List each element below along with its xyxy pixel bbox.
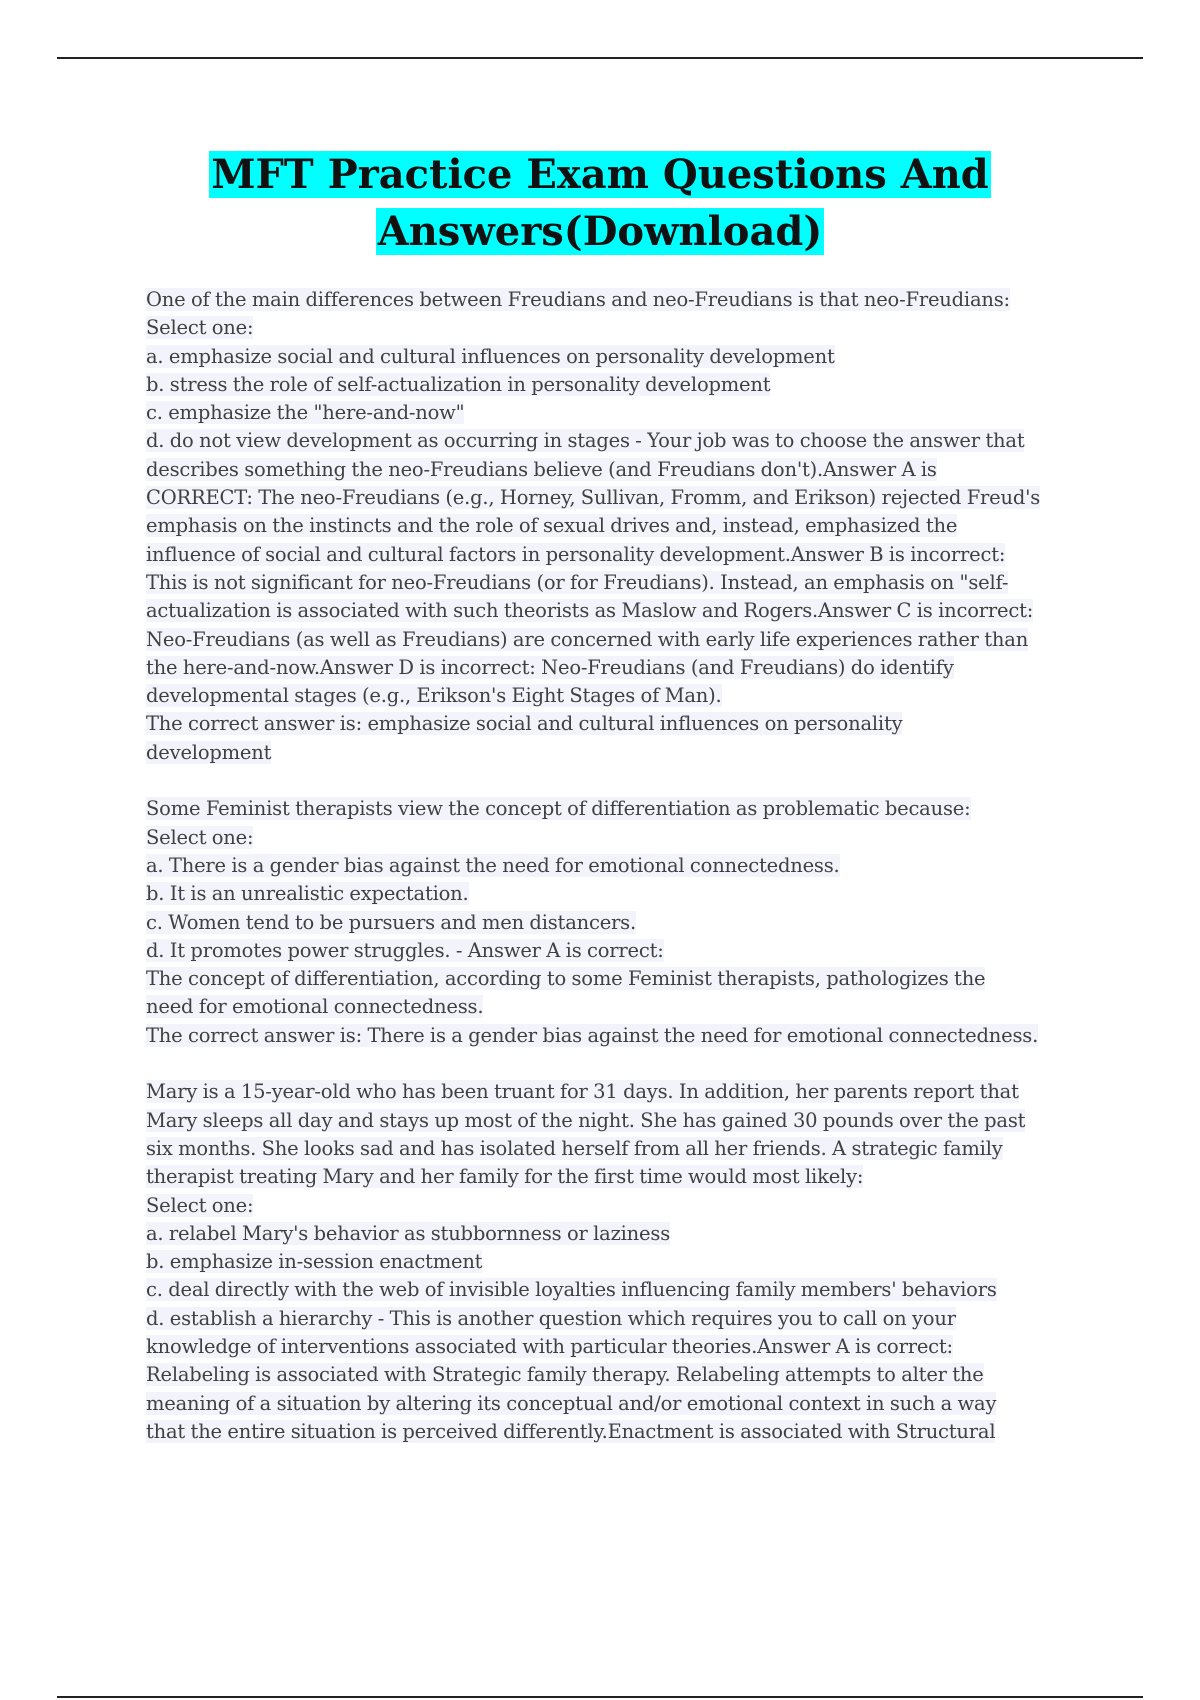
text-line: [146, 1276, 1146, 1304]
text-line: [146, 824, 1146, 852]
text-line: [146, 1333, 1146, 1361]
bottom-rule: [57, 1696, 1143, 1698]
text-line-content: Select one:: [146, 825, 254, 849]
text-line: [146, 909, 1146, 937]
text-line: [146, 739, 1146, 767]
text-line: [146, 456, 1146, 484]
text-line-content: a. There is a gender bias against the need for emotional connectedness.: [146, 853, 840, 877]
text-line: [146, 682, 1146, 710]
text-line: [146, 710, 1146, 738]
text-line: [146, 512, 1146, 540]
text-line-content: a. emphasize social and cultural influences on personality development: [146, 344, 835, 368]
text-line-content: Mary is a 15-year-old who has been truant for 31 days. In addition, her parents report that: [146, 1080, 1019, 1104]
text-line-content: influence of social and cultural factors in personality development.Answer B is incorrect:: [146, 542, 1006, 566]
text-line-content: Select one:: [146, 1193, 254, 1217]
text-line: [146, 993, 1146, 1021]
text-line-content: b. It is an unrealistic expectation.: [146, 882, 469, 906]
text-line-content: need for emotional connectedness.: [146, 995, 484, 1019]
question-separator: [146, 1050, 1146, 1078]
text-line-content: The concept of differentiation, according to some Feminist therapists, pathologizes the: [146, 967, 986, 991]
text-line-content: actualization is associated with such theorists as Maslow and Rogers.Answer C is incorrect:: [146, 599, 1034, 623]
text-line: [146, 427, 1146, 455]
text-line: [146, 937, 1146, 965]
top-rule: [57, 57, 1143, 59]
text-line-content: d. establish a hierarchy - This is another question which requires you to call on your: [146, 1306, 956, 1330]
text-line: [146, 626, 1146, 654]
text-line-content: b. emphasize in-session enactment: [146, 1250, 483, 1274]
text-line: [146, 1220, 1146, 1248]
text-line: [146, 286, 1146, 314]
text-line: [146, 569, 1146, 597]
text-line-content: meaning of a situation by altering its conceptual and/or emotional context in such a way: [146, 1391, 997, 1415]
text-line: [146, 654, 1146, 682]
text-line: [146, 1390, 1146, 1418]
text-line: [146, 1078, 1146, 1106]
text-line-content: c. deal directly with the web of invisible loyalties influencing family members' behaviors: [146, 1278, 997, 1302]
document-body: [146, 286, 1146, 1446]
question-separator: [146, 767, 1146, 795]
page-title: [80, 146, 1120, 260]
text-line: [146, 541, 1146, 569]
text-line-content: CORRECT: The neo-Freudians (e.g., Horney, Sullivan, Fromm, and Erikson) rejected Freud's: [146, 486, 1041, 510]
text-line-content: The correct answer is: There is a gender bias against the need for emotional connectedness.: [146, 1023, 1039, 1047]
text-line-content: Select one:: [146, 316, 254, 340]
text-line: [146, 1192, 1146, 1220]
text-line-content: emphasis on the instincts and the role of sexual drives and, instead, emphasized the: [146, 514, 958, 538]
question-block-3: [146, 1078, 1146, 1446]
text-line-content: d. do not view development as occurring in stages - Your job was to choose the answer that: [146, 429, 1025, 453]
text-line-content: Neo-Freudians (as well as Freudians) are concerned with early life experiences rather than: [146, 627, 1029, 651]
text-line-content: The correct answer is: emphasize social and cultural influences on personality: [146, 712, 903, 736]
text-line: [146, 880, 1146, 908]
question-block-1: [146, 286, 1146, 767]
text-line: [146, 1107, 1146, 1135]
text-line: [146, 1361, 1146, 1389]
text-line-content: b. stress the role of self-actualization in personality development: [146, 372, 771, 396]
text-line: [146, 1248, 1146, 1276]
text-line: [146, 795, 1146, 823]
text-line: [146, 1022, 1146, 1050]
text-line-content: This is not significant for neo-Freudians (or for Freudians). Instead, an emphasis on "self-: [146, 570, 1009, 594]
text-line-content: One of the main differences between Freudians and neo-Freudians is that neo-Freudians:: [146, 288, 1010, 311]
text-line-content: that the entire situation is perceived differently.Enactment is associated with Structural: [146, 1419, 996, 1443]
text-line: [146, 371, 1146, 399]
text-line: [146, 965, 1146, 993]
text-line: [146, 1135, 1146, 1163]
title-line-1: MFT Practice Exam Questions And: [211, 151, 989, 198]
text-line-content: therapist treating Mary and her family for the first time would most likely:: [146, 1165, 864, 1189]
text-line-content: c. Women tend to be pursuers and men distancers.: [146, 910, 636, 934]
text-line: [146, 314, 1146, 342]
text-line: [146, 1163, 1146, 1191]
title-line-2: Answers(Download): [377, 208, 823, 255]
text-line-content: six months. She looks sad and has isolated herself from all her friends. A strategic family: [146, 1136, 1003, 1160]
question-block-2: [146, 795, 1146, 1050]
text-line-content: knowledge of interventions associated with particular theories.Answer A is correct:: [146, 1334, 953, 1358]
text-line: [146, 1305, 1146, 1333]
text-line: [146, 852, 1146, 880]
text-line-content: developmental stages (e.g., Erikson's Eight Stages of Man).: [146, 684, 722, 708]
text-line-content: Some Feminist therapists view the concept of differentiation as problematic because:: [146, 797, 971, 821]
text-line-content: a. relabel Mary's behavior as stubbornness or laziness: [146, 1221, 670, 1245]
text-line: [146, 597, 1146, 625]
text-line-content: Mary sleeps all day and stays up most of the night. She has gained 30 pounds over the past: [146, 1108, 1026, 1132]
text-line-content: the here-and-now.Answer D is incorrect: Neo-Freudians (and Freudians) do identify: [146, 655, 954, 679]
text-line-content: d. It promotes power struggles. - Answer A is correct:: [146, 938, 664, 962]
text-line-content: describes something the neo-Freudians believe (and Freudians don't).Answer A is: [146, 457, 937, 481]
text-line-content: c. emphasize the "here-and-now": [146, 401, 465, 425]
text-line-content: Relabeling is associated with Strategic family therapy. Relabeling attempts to alter the: [146, 1363, 984, 1387]
text-line-content: development: [146, 740, 272, 764]
text-line: [146, 484, 1146, 512]
text-line: [146, 399, 1146, 427]
text-line: [146, 1418, 1146, 1446]
text-line: [146, 343, 1146, 371]
